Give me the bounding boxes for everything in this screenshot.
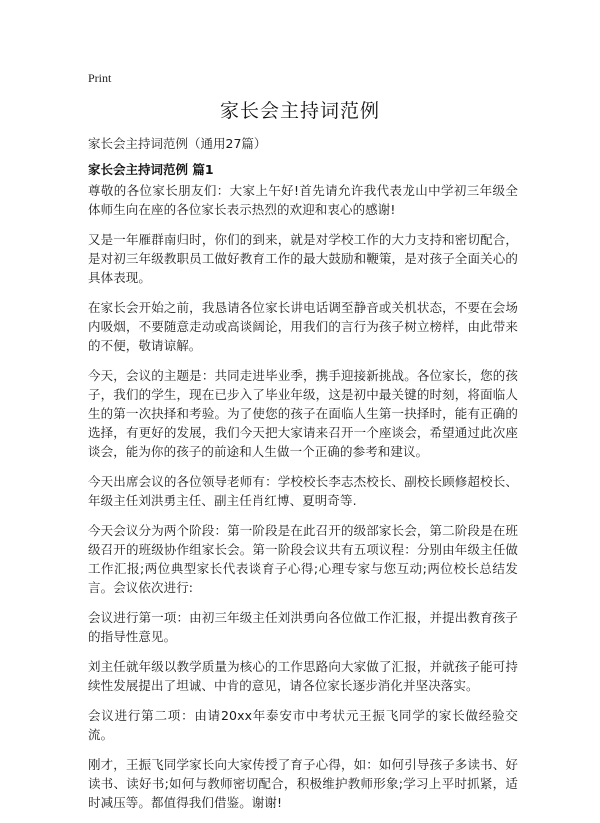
paragraph-parent-experience: 刚才，王振飞同学家长向大家传授了育子心得，如：如何引导孩子多读书、好读书、读好书;如何与教师密切配合，积极维护教师形象;学习上平时抓紧，适时减压等。都值得我们借鉴。谢谢! bbox=[88, 757, 518, 810]
document-subtitle: 家长会主持词范例（通用27篇） bbox=[88, 136, 267, 151]
document-title: 家长会主持词范例 bbox=[219, 100, 380, 122]
paragraph-greeting: 尊敬的各位家长朋友们：大家上午好!首先请允许我代表龙山中学初三年级全体师生向在座的各位家长表示热烈的欢迎和衷心的感谢! bbox=[88, 183, 518, 217]
section-heading: 家长会主持词范例 篇1 bbox=[88, 162, 214, 177]
paragraph-item-two: 会议进行第二项：由请20xx年泰安市中考状元王振飞同学的家长做经验交流。 bbox=[88, 708, 518, 742]
paragraph-welcome: 又是一年雁群南归时，你们的到来，就是对学校工作的大力支持和密切配合，是对初三年级教职员工做好教育工作的最大鼓励和鞭策，是对孩子全面关心的具体表现。 bbox=[88, 232, 518, 285]
document-body bbox=[88, 181, 518, 823]
print-label: Print bbox=[88, 71, 112, 85]
paragraph-item-one: 会议进行第一项：由初三年级主任刘洪勇向各位做工作汇报，并提出教育孩子的指导性意见。 bbox=[88, 610, 518, 644]
paragraph-attendees: 今天出席会议的各位领导老师有：学校校长李志杰校长、副校长顾修超校长、年级主任刘洪勇主任、副主任肖红博、夏明奇等. bbox=[88, 474, 518, 508]
paragraph-agenda: 今天会议分为两个阶段：第一阶段是在此召开的级部家长会，第二阶段是在班级召开的班级协作组家长会。第一阶段会议共有五项议程：分别由年级主任做工作汇报;两位典型家长代表谈育子心得;心理专家与您互动;两位校长总结发言。会议依次进行: bbox=[88, 523, 518, 595]
paragraph-notice: 在家长会开始之前，我恳请各位家长讲电话调至静音或关机状态，不要在会场内吸烟，不要随意走动或高谈阔论，用我们的言行为孩子树立榜样，由此带来的不便，敬请谅解。 bbox=[88, 300, 518, 353]
paragraph-theme: 今天，会议的主题是：共同走进毕业季，携手迎接新挑战。各位家长，您的孩子，我们的学生，现在已步入了毕业年级，这是初中最关键的时刻，将面临人生的第一次抉择和考验。为了使您的孩子在面临人生第一抉择时，能有正确的选择，有更好的发展，我们今天把大家请来召开一个座谈会，希望通过此次座谈会，能为你的孩子的前途和人生做一个正确的参考和建议。 bbox=[88, 368, 518, 459]
paragraph-report-summary: 刘主任就年级以教学质量为核心的工作思路向大家做了汇报，并就孩子能可持续性发展提出了坦诚、中肯的意见，请各位家长逐步消化并坚决落实。 bbox=[88, 659, 518, 693]
